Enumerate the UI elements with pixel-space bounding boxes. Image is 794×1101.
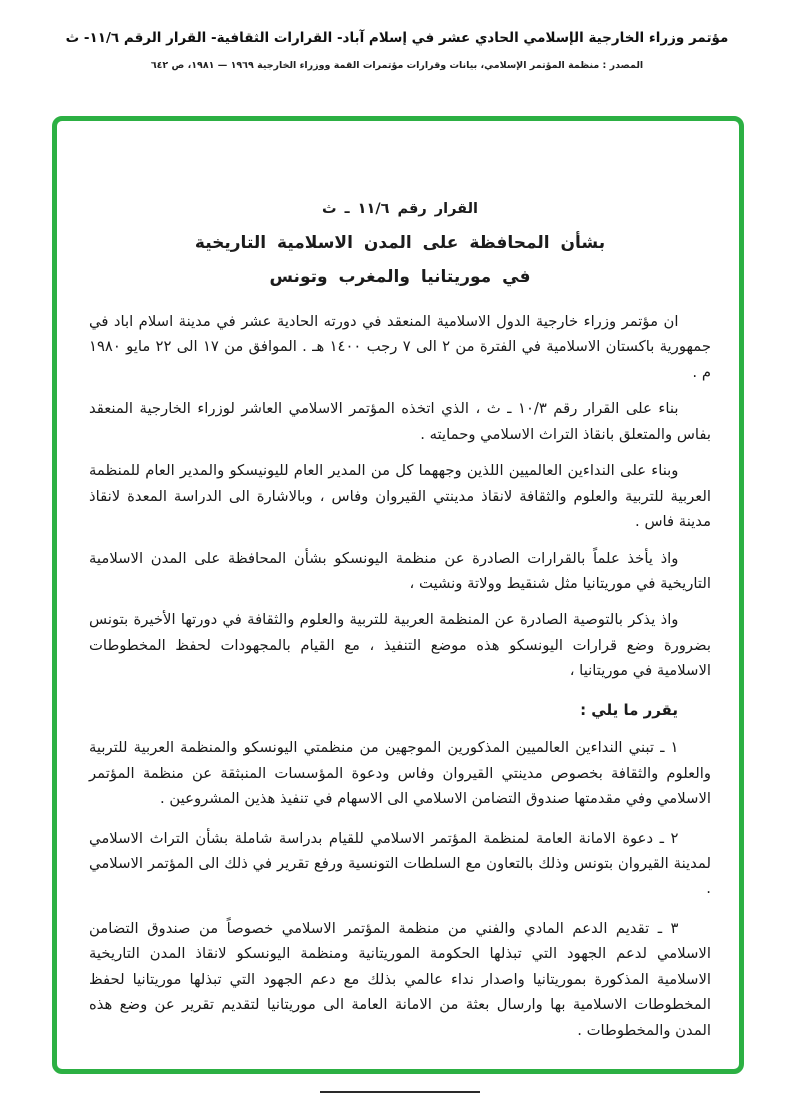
closing-divider (320, 1091, 480, 1093)
document-content (57, 121, 739, 1069)
preamble-paragraph: ان مؤتمر وزراء خارجية الدول الاسلامية المنعقد في دورته الحادية عشر في مدينة اسلام اباد في جمهورية باكستان الاسلامية في الفترة من ٢ الى ٧ رجب ١٤٠٠ هـ . الموافق من ١٧ الى ٢٢ مايو ١٩٨٠ م . (89, 313, 711, 381)
decision-intro: يقرر ما يلي : (580, 700, 678, 719)
preamble-paragraph: واذ يذكر بالتوصية الصادرة عن المنظمة العربية للتربية والعلوم والثقافة في دورتها الأخيرة بتونس بضرورة وضع قرارات اليونسكو هذه موضع التنفيذ ، مع القيام بالمجهودات لحفظ المخطوطات الاسلامية في موريتانيا ، (89, 611, 711, 680)
header-source-line: المصدر : منظمة المؤتمر الإسلامي، بيانات وقرارات مؤتمرات القمة ووزراء الخارجية ١٩٦٩ — ١٩٨١، ص ٦٤٢ (150, 60, 644, 71)
preamble-paragraph: واذ يأخذ علماً بالقرارات الصادرة عن منظمة اليونسكو بشأن المحافظة على المدن الاسلامية التاريخية في موريتانيا مثل شنقيط وولاتة ونشيت ، (89, 549, 711, 592)
resolution-title-block (89, 201, 711, 287)
green-border-box (52, 116, 744, 1074)
resolution-countries: في موريتانيا والمغرب وتونس (269, 267, 531, 287)
page-header (0, 30, 794, 71)
resolution-subject: بشأن المحافظة على المدن الاسلامية التاريخية (194, 233, 606, 253)
decision-item: ٢ ـ دعوة الامانة العامة لمنظمة المؤتمر الاسلامي للقيام بدراسة شاملة بشأن التراث الاسلامي لمدينة القيروان بتونس وذلك بالتعاون مع السلطات التونسية ورفع تقرير في ذلك الى المؤتمر الاسلامي . (89, 829, 711, 898)
preamble-section (89, 309, 711, 684)
preamble-paragraph: بناء على القرار رقم ١٠/٣ ـ ث ، الذي اتخذه المؤتمر الاسلامي العاشر لوزراء الخارجية المنعقد بفاس والمتعلق بانقاذ التراث الاسلامي وحمايته . (89, 400, 711, 443)
decision-item: ٣ ـ تقديم الدعم المادي والفني من منظمة المؤتمر الاسلامي خصوصاً من صندوق التضامن الاسلامي لدعم الجهود التي تبذلها الحكومة الموريتانية ومنظمة اليونسكو لانقاذ المدن التاريخية الاسلامية المذكورة بموريتانيا واصدار نداء عالمي بذلك مع دعم الجهود التي تبذلها موريتانيا لحفظ المخطوطات الاسلامية بها وارسال بعثة من الامانة العامة الى موريتانيا لتقديم تقرير عن وضع هذه المدن والمخطوطات . (89, 919, 711, 1039)
preamble-paragraph: وبناء على النداءين العالميين اللذين وجههما كل من المدير العام لليونيسكو والمدير العام للمنظمة العربية للتربية والعلوم والثقافة لانقاذ مدينتي القيروان وفاس ، وبالاشارة الى الدراسة المعدة لانقاذ مدينة فاس . (89, 462, 711, 531)
header-title: مؤتمر وزراء الخارجية الإسلامي الحادي عشر في إسلام آباد- القرارات الثقافية- القرار الرقم ١١/٦- ث (65, 30, 729, 46)
resolution-number: القرار رقم ١١/٦ ـ ث (322, 201, 478, 217)
decision-items-section (89, 735, 711, 1043)
decision-item: ١ ـ تبني النداءين العالميين المذكورين الموجهين من منظمتي اليونسكو والمنظمة العربية للتربية والعلوم والثقافة بخصوص مدينتي القيروان وفاس ودعوة المؤسسات المنبثقة عن منظمة المؤتمر الاسلامي وفي مقدمتها صندوق التضامن الاسلامي الى الاسهام في تنفيذ هذين المشروعين . (89, 739, 711, 808)
